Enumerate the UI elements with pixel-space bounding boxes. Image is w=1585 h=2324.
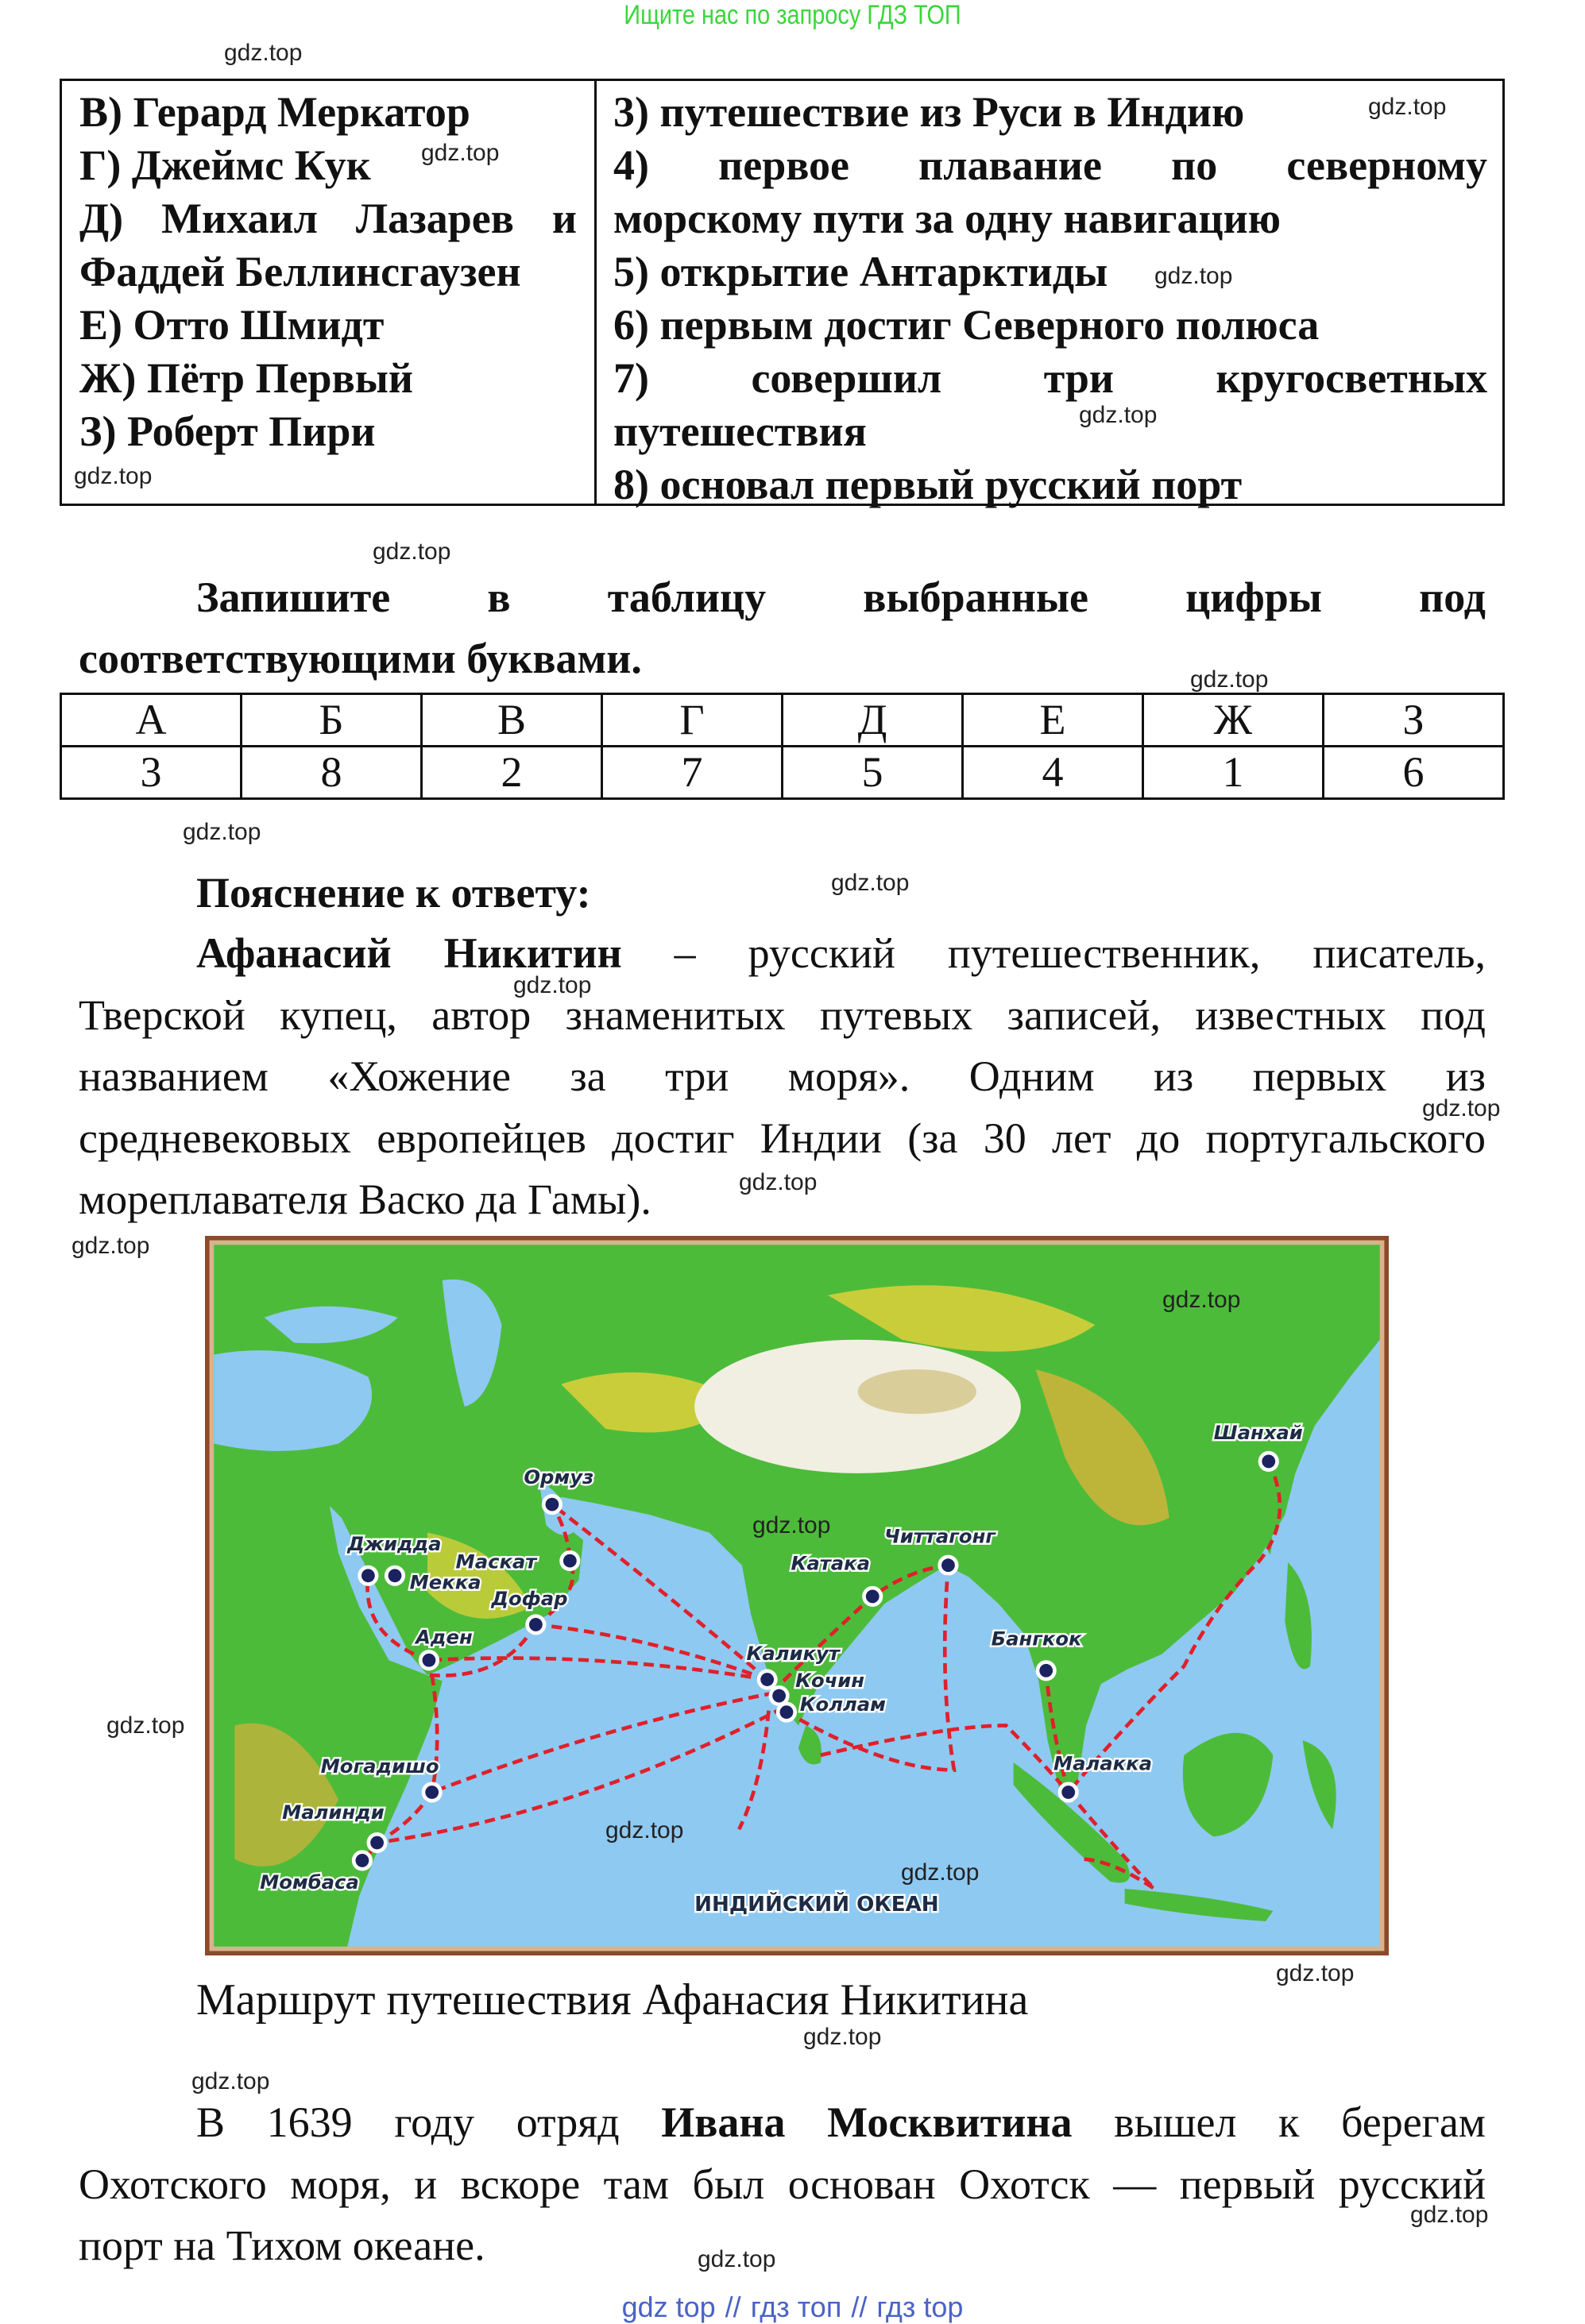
city-label-dhofar: Дофар	[491, 1587, 568, 1611]
letter-cell: Б	[242, 694, 422, 747]
watermark: gdz.top	[831, 870, 910, 896]
final-paragraph	[79, 2092, 1489, 2277]
city-label-malindi: Малинди	[282, 1801, 385, 1824]
paragraph-line: порт на Тихом океане.	[79, 2222, 485, 2269]
person-item: З) Роберт Пири	[79, 407, 376, 455]
paragraph-text: – русский путешественник, писатель,	[621, 929, 1486, 977]
digit-cell: 6	[1324, 747, 1504, 799]
letter-cell: В	[422, 694, 602, 747]
person-item: Д) Михаил Лазарев и	[79, 195, 577, 242]
footer-link[interactable]: гдз top	[876, 2291, 964, 2323]
city-label-calicut: Каликут	[746, 1642, 840, 1666]
letters-row	[61, 694, 1504, 747]
paragraph-line: названием «Хожение за три моря». Одним из первых из	[79, 1052, 1486, 1100]
footer-separator: //	[851, 2291, 868, 2323]
watermark: gdz.top	[1410, 2202, 1489, 2228]
city-label-chittagong: Читтагонг	[884, 1524, 996, 1548]
letter-cell: Г	[602, 694, 783, 747]
watermark: gdz.top	[1079, 402, 1158, 428]
watermark: gdz.top	[224, 40, 303, 66]
watermark: gdz.top	[191, 2068, 270, 2094]
city-label-muscat: Маскат	[455, 1550, 537, 1573]
digit-cell: 3	[61, 747, 242, 799]
watermark: gdz.top	[698, 2246, 776, 2272]
instruction-line: Запишите в таблицу выбранные цифры под	[196, 573, 1486, 621]
watermark: gdz.top	[72, 1233, 150, 1259]
achievement-item: 8) основал первый русский порт	[613, 461, 1243, 508]
achievement-item: 3) путешествие из Руси в Индию	[613, 88, 1245, 136]
city-label-ormuz: Ормуз	[524, 1465, 594, 1488]
letter-cell: З	[1324, 694, 1504, 747]
city-marker-aden[interactable]	[419, 1650, 439, 1670]
matching-table	[60, 79, 1505, 506]
watermark: gdz.top	[1190, 666, 1269, 693]
map-caption: Маршрут путешествия Афанасия Никитина	[196, 1975, 1029, 2025]
city-label-aden: Аден	[416, 1625, 473, 1649]
watermark: gdz.top	[1276, 1960, 1355, 1986]
city-marker-malacca[interactable]	[1058, 1782, 1079, 1802]
achievement-item: путешествия	[613, 407, 867, 455]
digit-cell: 8	[242, 747, 422, 799]
city-marker-bangkok[interactable]	[1036, 1660, 1057, 1681]
city-marker-kollam[interactable]	[776, 1702, 797, 1723]
city-marker-jidda[interactable]	[358, 1565, 378, 1586]
paragraph-text: вышел к берегам	[1072, 2098, 1486, 2146]
city-label-shanghai: Шанхай	[1213, 1420, 1303, 1444]
watermark: gdz.top	[183, 819, 261, 845]
city-marker-mogadishu[interactable]	[422, 1782, 443, 1802]
person-item: Е) Отто Шмидт	[79, 301, 385, 349]
tibet-plateau	[694, 1340, 1021, 1473]
watermark: gdz.top	[803, 2024, 882, 2050]
digits-row	[61, 747, 1504, 799]
city-label-malacca: Малакка	[1053, 1751, 1152, 1775]
digit-cell: 1	[1143, 747, 1324, 799]
watermark: gdz.top	[421, 140, 500, 166]
watermark: gdz.top	[106, 1712, 185, 1739]
city-label-bangkok: Бангкок	[991, 1627, 1082, 1650]
letter-cell: А	[61, 694, 242, 747]
letter-cell: Е	[963, 694, 1143, 747]
paragraph-line	[79, 2092, 1486, 2154]
watermark: gdz.top	[513, 972, 592, 998]
traveler-name: Афанасий Никитин	[196, 929, 622, 977]
person-item: В) Герард Меркатор	[79, 88, 470, 136]
city-marker-cuttack[interactable]	[862, 1586, 883, 1607]
column-divider	[594, 81, 597, 504]
achievements-column	[613, 86, 1487, 512]
digit-cell: 7	[602, 747, 783, 799]
watermark: gdz.top	[752, 1512, 831, 1538]
achievement-item: 6) первым достиг Северного полюса	[613, 301, 1320, 349]
paragraph-line: Тверской купец, автор знаменитых путевых записей, известных под	[79, 990, 1486, 1039]
city-marker-mombasa[interactable]	[352, 1850, 373, 1870]
watermark: gdz.top	[373, 539, 451, 565]
watermark: gdz.top	[1422, 1095, 1501, 1121]
city-label-cuttack: Катака	[791, 1551, 871, 1575]
city-marker-chittagong[interactable]	[937, 1555, 958, 1576]
watermark: gdz.top	[739, 1169, 818, 1195]
person-item: Ж) Пётр Первый	[79, 354, 414, 402]
watermark: gdz.top	[1154, 263, 1233, 289]
explanation-title: Пояснение к ответу:	[196, 869, 591, 917]
person-item: Фаддей Беллинсгаузен	[79, 248, 521, 295]
city-label-jidda: Джидда	[347, 1532, 442, 1556]
search-banner: Ищите нас по запросу ГДЗ ТОП	[624, 0, 961, 30]
explorer-name: Ивана Москвитина	[661, 2098, 1073, 2146]
footer-links	[0, 2291, 1585, 2324]
paragraph-text: В 1639 году отряд	[196, 2098, 662, 2146]
city-label-mogadishu: Могадишо	[320, 1755, 439, 1778]
city-marker-malindi[interactable]	[367, 1832, 388, 1853]
watermark: gdz.top	[74, 463, 153, 489]
watermark: gdz.top	[901, 1859, 980, 1886]
route-map	[205, 1236, 1389, 1955]
paragraph-line: Охотского моря, и вскоре там был основан Охотск — первый русский	[79, 2160, 1486, 2208]
watermark: gdz.top	[605, 1817, 684, 1843]
city-marker-dhofar[interactable]	[525, 1614, 546, 1635]
watermark: gdz.top	[1368, 94, 1447, 120]
city-label-cochin: Кочин	[795, 1668, 865, 1692]
achievement-item: 4) первое плавание по северному	[613, 141, 1487, 189]
paragraph-line: средневековых европейцев достиг Индии (за 30 лет до португальского	[79, 1114, 1486, 1162]
paragraph-line	[79, 923, 1486, 985]
digit-cell: 5	[783, 747, 963, 799]
achievement-item: 7) совершил три кругосветных	[613, 354, 1487, 402]
instruction-line: соответствующими буквами.	[79, 635, 642, 682]
achievement-item: 5) открытие Антарктиды	[613, 248, 1108, 295]
city-marker-shanghai[interactable]	[1258, 1451, 1279, 1472]
ocean-label: ИНДИЙСКИЙ ОКЕАН	[694, 1892, 939, 1917]
city-marker-mecca[interactable]	[385, 1565, 405, 1586]
watermark: gdz.top	[1162, 1287, 1241, 1313]
letter-cell: Д	[783, 694, 963, 747]
letter-cell: Ж	[1143, 694, 1324, 747]
city-label-mombasa: Момбаса	[260, 1870, 359, 1894]
person-item: Г) Джеймс Кук	[79, 141, 371, 189]
footer-link[interactable]: gdz top	[621, 2291, 716, 2323]
instruction	[79, 567, 1486, 681]
footer-separator: //	[725, 2291, 741, 2323]
achievement-item: морскому пути за одну навигацию	[613, 195, 1281, 242]
digit-cell: 4	[963, 747, 1143, 799]
answer-table	[60, 693, 1505, 800]
people-column	[79, 86, 577, 458]
city-marker-ormuz[interactable]	[542, 1494, 562, 1515]
digit-cell: 2	[422, 747, 602, 799]
city-marker-muscat[interactable]	[559, 1550, 580, 1571]
footer-link[interactable]: гдз топ	[750, 2291, 842, 2323]
city-label-mecca: Мекка	[409, 1570, 481, 1594]
city-label-kollam: Коллам	[799, 1692, 886, 1716]
paragraph-line: мореплавателя Васко да Гамы).	[79, 1176, 651, 1223]
